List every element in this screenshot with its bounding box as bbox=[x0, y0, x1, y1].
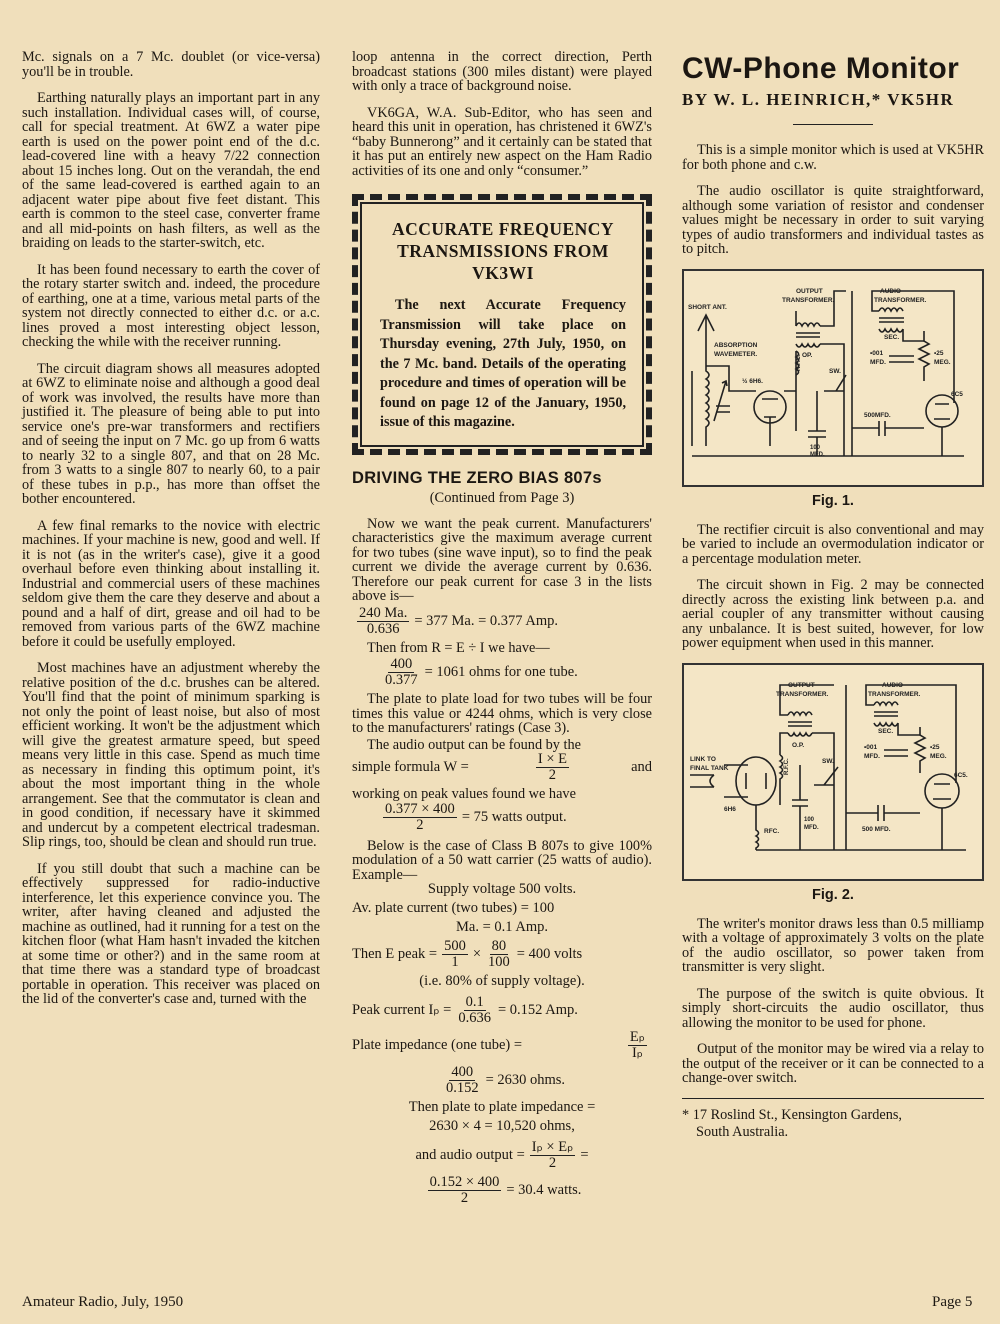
label: TRANSFORMER. bbox=[782, 296, 835, 304]
section-subtitle: (Continued from Page 3) bbox=[429, 489, 575, 506]
label: ABSORPTION bbox=[714, 341, 758, 349]
label: SEC. bbox=[878, 727, 894, 735]
label: O.P. bbox=[792, 741, 805, 749]
fraction: $\frac{0.152 \times 400}{2}$ bbox=[429, 1174, 500, 1206]
equation-line: (i.e. 80% of supply voltage). bbox=[419, 973, 585, 989]
label: OUTPUT bbox=[788, 681, 815, 689]
equation: Then E peak = $\frac{500}{1}$ × $\frac{80}{100}$ = 400 volts bbox=[352, 938, 583, 970]
divider bbox=[793, 124, 873, 125]
paragraph: A few final remarks to the novice with electric machines. If your machine is new, good and well. If it is not (as in the writer's case), give it a good overhaul before even thinking about installing it. Industrial and commercial users of these machines seldom give them the care they deserve and about a pound and a half of dirt, grease and oil had to be removed from various parts of the 6WZ machine before it could be usefully employed. bbox=[22, 517, 320, 650]
label: 6C5. bbox=[954, 771, 968, 779]
circuit-diagram-2 bbox=[684, 665, 982, 875]
paragraph: Mc. signals on a 7 Mc. doublet (or vice-versa) you'll be in trouble. bbox=[22, 49, 320, 80]
label: SW. bbox=[822, 757, 834, 765]
fraction: $\frac{\text{Eₚ}}{\text{Iₚ}}$ bbox=[629, 1029, 645, 1061]
paragraph: The audio output can be found by the bbox=[367, 736, 581, 753]
equation: $\frac{240 Ma.}{0.636}$ = 377 Ma. = 0.377 Amp. bbox=[359, 604, 558, 637]
fraction: $\frac{400}{0.152}$ bbox=[445, 1064, 479, 1096]
paragraph: working on peak values found we have bbox=[352, 786, 576, 802]
column-3 bbox=[682, 52, 984, 1141]
label: SW. bbox=[829, 367, 841, 375]
label: R.F.C. bbox=[784, 757, 790, 775]
paragraph: loop antenna in the correct direction, Perth broadcast stations (300 miles distant) were played with only a trace of background noise. bbox=[352, 49, 652, 94]
paragraph: The rectifier circuit is also conventional and may be varied to include an overmodulation indicator or a percentage modulation meter. bbox=[682, 521, 984, 567]
label: R.F.C. bbox=[796, 353, 802, 371]
label: LINK TO bbox=[690, 755, 716, 763]
equation: $\frac{400}{0.377}$ = 1061 ohms for one tube. bbox=[385, 656, 578, 688]
label: RFC. bbox=[764, 827, 780, 835]
notice-box bbox=[352, 194, 652, 455]
article-title: CW-Phone Monitor bbox=[682, 52, 960, 85]
label: ½ 6H6. bbox=[742, 377, 763, 385]
fraction: $\frac{0.377 \times 400}{2}$ bbox=[385, 800, 455, 833]
paragraph: Now we want the peak current. Manufacturers' characteristics give the maximum average current for two tubes (sine wave input), so to find the peak current we divide the average current by 0.636. Therefore our peak current for case 3 in the lists above is— bbox=[352, 515, 652, 604]
paragraph: VK6GA, W.A. Sub-Editor, who has seen and heard this unit in operation, has christened it 6WZ's “baby Bunnerong” and it certainly can be stated that it has put an entirely new aspect on the Ham Radio activities of its one and only “consumer.” bbox=[352, 104, 652, 179]
fraction: $\frac{500}{1}$ bbox=[444, 938, 466, 970]
label: MFD. bbox=[804, 824, 819, 831]
label: 6H6 bbox=[724, 805, 736, 813]
figure-2-diagram bbox=[682, 663, 984, 881]
paragraph: The circuit diagram shows all measures adopted at 6WZ to eliminate noise and although a good deal of work was involved, the results have more than justified it. The pleasure of being able to put into service one's pre-war transformers and rectifiers and of seeing the input on 7 Mc. go up from 6 watts to nearly 32 to a single 807, and that on 28 Mc. from 3 watts to a single 807 to nearly 60, to a pair of these tubes in p.p., has more than offset the bother encountered. bbox=[22, 360, 320, 507]
label: TRANSFORMER. bbox=[868, 690, 921, 698]
column-1 bbox=[22, 50, 320, 1019]
fraction: $\frac{80}{100}$ bbox=[488, 938, 510, 970]
fraction: $\frac{\text{Iₚ × Eₚ}}{2}$ bbox=[531, 1139, 574, 1171]
paragraph: The writer's monitor draws less than 0.5 milliamp with a voltage of approximately 3 volts on the plate of the audio oscillator, so power taken from transmitter is very slight. bbox=[682, 915, 984, 975]
label: SEC. bbox=[884, 333, 900, 341]
label: MFD. bbox=[870, 358, 886, 366]
footnote-rule bbox=[682, 1098, 984, 1099]
section-title: DRIVING THE ZERO BIAS 807s bbox=[352, 468, 602, 487]
footer-publication: Amateur Radio, July, 1950 bbox=[22, 1294, 184, 1310]
paragraph: If you still doubt that such a machine can be effectively suppressed for radio-inductive interference, let this experience convince you. The writer, after having cleaned and adjusted the machine as outlined, had it running for a test on the kitchen floor (what Ham hasn't invaded the kitchen at some time or other?) and in the same room at that time there was a standard type of broadcast portable in operation. This receiver was placed on the lid of the converter's case and, turned with the bbox=[22, 860, 320, 1007]
label: AUDIO bbox=[882, 681, 903, 689]
equation: $\frac{400}{0.152}$ = 2630 ohms. bbox=[445, 1064, 566, 1096]
label: OUTPUT bbox=[796, 287, 823, 295]
paragraph: Output of the monitor may be wired via a relay to the output of the receiver or it can be connected to a change-over switch. bbox=[682, 1041, 984, 1086]
equation: $\frac{0.152 \times 400}{2}$ = 30.4 watts. bbox=[429, 1174, 582, 1206]
label: TRANSFORMER. bbox=[776, 690, 829, 698]
label: 500MFD. bbox=[864, 411, 891, 419]
equation: Peak current Iₚ = $\frac{0.1}{0.636}$ = 0.152 Amp. bbox=[352, 994, 578, 1026]
label: MFD. bbox=[810, 451, 825, 458]
fraction: $\frac{0.1}{0.636}$ bbox=[458, 994, 491, 1026]
notice-body: The next Accurate Frequency Transmission will take place on Thursday evening, 27th July, 1950, on the 7 Mc. band. Details of the operating procedure and times of operation will be found on page 12 of the January, 1950, issue of this magazine. bbox=[380, 297, 626, 430]
label: FINAL TANK bbox=[690, 764, 729, 772]
label: SHORT ANT. bbox=[688, 303, 727, 311]
equation-line: Av. plate current (two tubes) = 100 bbox=[352, 900, 555, 916]
label: MEG. bbox=[930, 752, 947, 760]
paragraph: Then from R = E ÷ I we have— bbox=[367, 639, 550, 656]
equation: and audio output = $\frac{\text{Iₚ × Eₚ}}{2}$ = bbox=[415, 1139, 589, 1171]
label: AUDIO bbox=[880, 287, 901, 295]
figure-2-caption: Fig. 2. bbox=[812, 886, 854, 903]
column-2 bbox=[352, 50, 652, 1210]
fraction: $\frac{240 Ma.}{0.636}$ bbox=[359, 604, 408, 637]
equation-line: Then plate to plate impedance = bbox=[408, 1099, 596, 1115]
label: •001 bbox=[864, 743, 878, 751]
label: 100 bbox=[810, 444, 821, 451]
label: •001 bbox=[870, 349, 884, 357]
equation-line: Supply voltage 500 volts. bbox=[427, 881, 577, 897]
paragraph: The plate to plate load for two tubes will be four times this value or 4244 ohms, which is very close to the manufacturers' ratings (Case 3). bbox=[352, 691, 652, 736]
figure-1-diagram bbox=[682, 269, 984, 487]
label: WAVEMETER. bbox=[714, 350, 758, 358]
paragraph: The audio oscillator is quite straightforward, although some variation of resistor and condenser values might be necessary in order to suit varying types of audio transformers and individual tastes as to pitch. bbox=[682, 183, 984, 257]
label: MEG. bbox=[934, 358, 951, 366]
equation: $\frac{0.377 \times 400}{2}$ = 75 watts output. bbox=[385, 800, 567, 833]
fraction: $\frac{I \times E}{2}$ bbox=[537, 751, 567, 783]
label: •25 bbox=[930, 743, 940, 751]
paragraph: The purpose of the switch is quite obvious. It simply short-circuits the audio oscillator, thus allowing the monitor to be used for phone. bbox=[682, 985, 984, 1031]
label: MFD. bbox=[864, 752, 880, 760]
paragraph: Below is the case of Class B 807s to give 100% modulation of a 50 watt carrier (25 watts of audio). Example— bbox=[352, 837, 652, 883]
label: •25 bbox=[934, 349, 944, 357]
paragraph: Earthing naturally plays an important part in any such installation. Individual cases will, of course, call for special treatment. At 6WZ a water pipe earth is used on the power point end of the d.c. lead-covered line with a heavy 7/22 connection about 15 inches long. Out on the verandah, the end of the same lead-covered is earthed again to an adjacent water pipe about five feet distant. This earth is common to the steel case, converter frame and all mid-points on hash filters, as well as the braiding on leads to the starter-switch, etc. bbox=[22, 90, 320, 251]
label: 6C5 bbox=[951, 390, 963, 398]
equation: Plate impedance (one tube) = $\frac{\text{Eₚ}}{\text{Iₚ}}$ bbox=[352, 1029, 645, 1061]
label: TRANSFORMER. bbox=[874, 296, 927, 304]
figure-1-caption: Fig. 1. bbox=[812, 492, 854, 509]
footnote-line: * 17 Roslind St., Kensington Gardens, bbox=[682, 1106, 903, 1123]
equation-line: 2630 × 4 = 10,520 ohms, bbox=[429, 1118, 575, 1134]
fraction: $\frac{400}{0.377}$ bbox=[385, 656, 418, 688]
label: OP. bbox=[802, 351, 813, 359]
paragraph: The circuit shown in Fig. 2 may be connected directly across the existing link between p.a. and aerial coupler of any transmitter without causing any unbalance. It is best suited, however, for low power equipment when used in this manner. bbox=[682, 577, 984, 651]
label: 100 bbox=[804, 816, 815, 823]
footer-page-number: Page 5 bbox=[932, 1294, 973, 1310]
paragraph: This is a simple monitor which is used at VK5HR for both phone and c.w. bbox=[682, 142, 984, 173]
label: 500 MFD. bbox=[862, 825, 891, 833]
equation-line: Ma. = 0.1 Amp. bbox=[456, 919, 548, 935]
footnote-line: South Australia. bbox=[696, 1123, 789, 1140]
article-byline: BY W. L. HEINRICH,* VK5HR bbox=[682, 90, 955, 109]
notice-title: ACCURATE FREQUENCY TRANSMISSIONS FROM VK3WI bbox=[391, 219, 615, 283]
circuit-diagram-1 bbox=[684, 271, 982, 481]
equation: simple formula W = $\frac{I \times E}{2}$ and bbox=[352, 751, 652, 783]
paragraph: Most machines have an adjustment whereby the relative position of the d.c. brushes can be altered. You'll find that the point of minimum sparking is not only the point of least noise, but also of most efficient working. It won't be the adjustment which will give the greatest armature speed, but speed means very little in this case. Spend as much time as necessary in finding this optimum point, it's about the most important thing in the whole arrangement. See that the commutator is clean and in good condition, if necessary have it skimmed and undercut by a competent electrical tradesman. Slip rings, too, should be clean and should run true. bbox=[22, 660, 320, 850]
paragraph: It has been found necessary to earth the cover of the rotary starter switch and. indeed, the procedure of earthing, one at a time, various metal parts of the system not directly connected to either d.c. or a.c. lines proved a most interesting object lesson, checking the while with the receiver running. bbox=[22, 261, 320, 350]
